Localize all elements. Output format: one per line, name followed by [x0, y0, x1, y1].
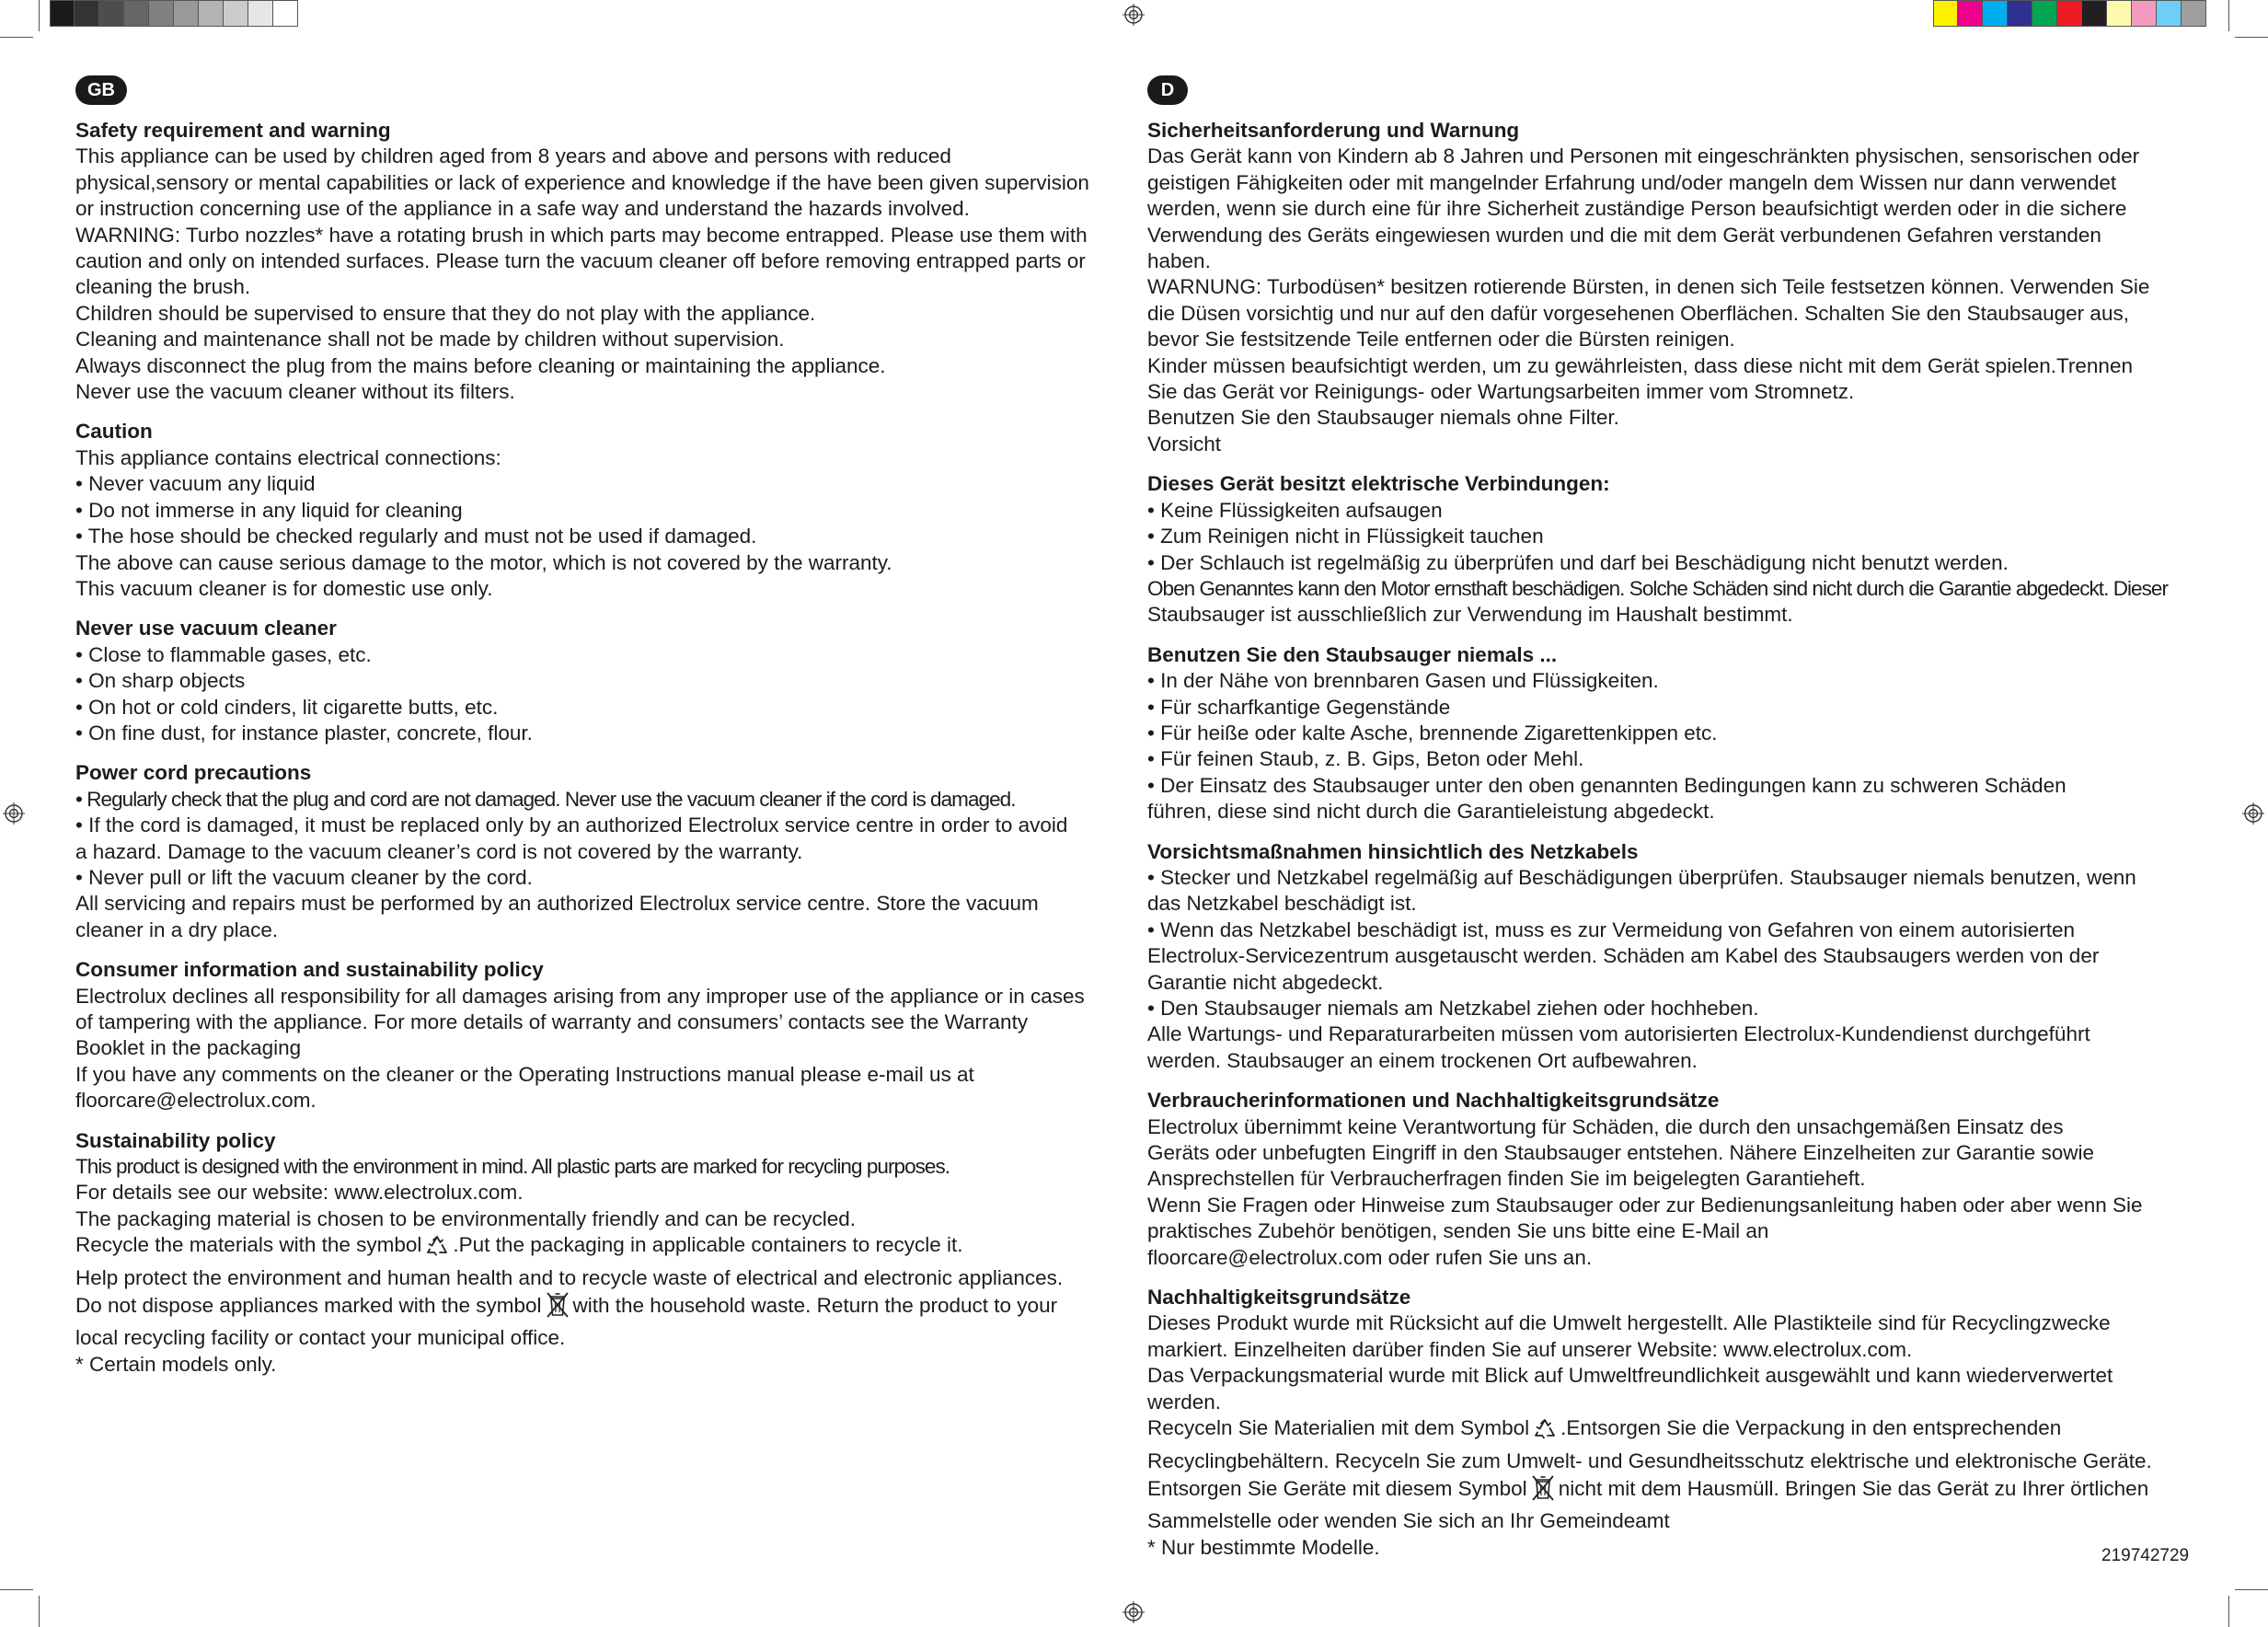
english-sections [75, 118, 1124, 1378]
text-line [1147, 1535, 2196, 1561]
line-text: caution and only on intended surfaces. Please turn the vacuum cleaner off before removing entrapped parts or [75, 249, 1086, 273]
line-text: nicht mit dem Hausmüll. Bringen Sie das Gerät zu Ihrer örtlichen [1558, 1476, 2149, 1500]
section-heading: Never use vacuum cleaner [75, 617, 337, 640]
line-text: Children should be supervised to ensure that they do not play with the appliance. [75, 301, 816, 325]
line-text: The packaging material is chosen to be environmentally friendly and can be recycled. [75, 1206, 856, 1230]
text-line [1147, 602, 2196, 628]
line-text: This product is designed with the environment in mind. All plastic parts are marked for recycling purposes. [75, 1155, 950, 1179]
line-text: Sie das Gerät vor Reinigungs- oder Wartungsarbeiten immer vom Stromnetz. [1147, 380, 1855, 404]
line-text: Recycle the materials with the symbol [75, 1233, 422, 1257]
section [75, 1128, 1124, 1379]
line-text: • Der Einsatz des Staubsauger unter den oben genannten Bedingungen kann zu schweren Schäden [1147, 773, 2067, 797]
crop-mark [0, 37, 33, 38]
gray-swatch [124, 0, 149, 27]
color-swatch [2008, 0, 2032, 27]
text-line [1147, 721, 2196, 746]
line-text: Kinder müssen beaufsichtigt werden, um zu gewährleisten, dass diese nicht mit dem Gerät spielen.Trennen [1147, 353, 2133, 377]
text-line [75, 813, 1124, 838]
crop-mark [2235, 37, 2268, 38]
section [1147, 118, 2196, 457]
text-line [75, 471, 1124, 497]
color-swatch [1958, 0, 1983, 27]
color-swatch [2107, 0, 2132, 27]
recycle-icon [1533, 1417, 1557, 1448]
line-text: werden, wenn sie durch eine für ihre Sicherheit zuständige Person beaufsichtigt werden oder in die sichere [1147, 197, 2127, 221]
section [75, 419, 1124, 602]
line-text: with the household waste. Return the product to your [572, 1294, 1058, 1318]
text-line [75, 1035, 1124, 1061]
german-sections [1147, 118, 2196, 1561]
text-line [75, 1291, 1124, 1325]
text-line [1147, 1114, 2196, 1140]
line-text: floorcare@electrolux.com oder rufen Sie uns an. [1147, 1245, 1593, 1269]
line-text: Alle Wartungs- und Reparaturarbeiten müssen vom autorisierten Electrolux-Kundendienst durchgeführt [1147, 1022, 2090, 1046]
text-line [1147, 248, 2196, 274]
line-text: or instruction concerning use of the appliance in a safe way and understand the hazards involved. [75, 197, 970, 221]
text-line [1147, 1363, 2196, 1389]
section [1147, 642, 2196, 825]
line-text: Recyceln Sie Materialien mit dem Symbol [1147, 1416, 1530, 1440]
text-line [75, 524, 1124, 549]
line-text: das Netzkabel beschädigt ist. [1147, 892, 1417, 916]
text-line [1147, 668, 2196, 694]
line-text: Electrolux übernimmt keine Verantwortung für Schäden, die durch den unsachgemäßen Einsatz des [1147, 1114, 2064, 1138]
line-text: • On sharp objects [75, 669, 246, 693]
line-text: die Düsen vorsichtig und nur auf den dafür vorgesehenen Oberflächen. Schalten Sie den Staubsauger aus, [1147, 301, 2129, 325]
line-text: Dieses Produkt wurde mit Rücksicht auf die Umwelt hergestellt. Alle Plastikteile sind für Recyclingzwecke [1147, 1311, 2111, 1335]
line-text: • In der Nähe von brennbaren Gasen und Flüssigkeiten. [1147, 669, 1659, 693]
line-text: This appliance can be used by children aged from 8 years and above and persons with reduced [75, 144, 951, 168]
line-text: • Den Staubsauger niemals am Netzkabel ziehen oder hochheben. [1147, 997, 1759, 1020]
text-line [1147, 498, 2196, 524]
line-text: a hazard. Damage to the vacuum cleaner’s cord is not covered by the warranty. [75, 839, 803, 863]
text-line [75, 1232, 1124, 1264]
line-text: Electrolux declines all responsibility for all damages arising from any improper use of the appliance or in cases [75, 984, 1085, 1008]
line-text: bevor Sie festsitzende Teile entfernen oder die Bürsten reinigen. [1147, 328, 1735, 352]
line-text: • Do not immerse in any liquid for cleaning [75, 498, 463, 522]
language-badge-d: D [1147, 75, 1188, 105]
line-text: Garantie nicht abgedeckt. [1147, 970, 1384, 994]
section-heading: Caution [75, 420, 153, 444]
line-text: • Zum Reinigen nicht in Flüssigkeit tauchen [1147, 525, 1544, 548]
text-line [75, 668, 1124, 694]
text-line [1147, 865, 2196, 891]
gray-swatch [50, 0, 75, 27]
line-text: • Close to flammable gases, etc. [75, 642, 372, 666]
color-swatch [2032, 0, 2057, 27]
text-line [1147, 1048, 2196, 1074]
section [75, 760, 1124, 943]
line-text: * Nur bestimmte Modelle. [1147, 1535, 1380, 1559]
line-text: Electrolux-Servicezentrum ausgetauscht werden. Schäden am Kabel des Staubsaugers werden von der [1147, 944, 2100, 968]
text-line [75, 327, 1124, 352]
text-line [1147, 1218, 2196, 1244]
gray-swatch [224, 0, 248, 27]
text-line [75, 1062, 1124, 1088]
line-text: Cleaning and maintenance shall not be made by children without supervision. [75, 328, 785, 352]
section [1147, 1088, 2196, 1271]
text-line [75, 301, 1124, 327]
line-text: Benutzen Sie den Staubsauger niemals ohne Filter. [1147, 406, 1619, 430]
registration-mark-icon [1122, 1601, 1145, 1623]
section-heading: Consumer information and sustainability policy [75, 958, 544, 982]
section [75, 957, 1124, 1114]
line-text: physical,sensory or mental capabilities or lack of experience and knowledge if the have been given supervision [75, 170, 1089, 194]
text-line [1147, 1021, 2196, 1047]
line-text: • Never pull or lift the vacuum cleaner by the cord. [75, 865, 533, 889]
color-swatch [2057, 0, 2082, 27]
language-badge-gb: GB [75, 75, 127, 105]
text-line [75, 1352, 1124, 1378]
text-line [1147, 301, 2196, 327]
text-line [1147, 1448, 2196, 1474]
text-line [75, 787, 1124, 813]
line-text: .Entsorgen Sie die Verpackung in den entsprechenden [1560, 1416, 2062, 1440]
line-text: Always disconnect the plug from the mains before cleaning or maintaining the appliance. [75, 353, 886, 377]
section [75, 118, 1124, 405]
section [75, 616, 1124, 746]
line-text: werden. [1147, 1390, 1222, 1414]
text-line [75, 1154, 1124, 1180]
text-line [75, 1325, 1124, 1351]
text-line [1147, 891, 2196, 917]
registration-mark-icon [3, 802, 25, 825]
line-text: markiert. Einzelheiten darüber finden Sie auf unserer Website: www.electrolux.com. [1147, 1337, 1913, 1361]
line-text: WARNUNG: Turbodüsen* besitzen rotierende Bürsten, in denen sich Teile festsetzen können. Verwenden Sie [1147, 275, 2150, 299]
line-text: • Der Schlauch ist regelmäßig zu überprüfen und darf bei Beschädigung nicht benutzt werden. [1147, 550, 2009, 574]
text-line [75, 1180, 1124, 1206]
german-column [1147, 75, 2196, 1575]
line-text: geistigen Fähigkeiten oder mit mangelnder Erfahrung und/oder mangeln dem Wissen nur dann verwendet [1147, 170, 2117, 194]
text-line [75, 274, 1124, 300]
line-text: cleaner in a dry place. [75, 917, 279, 941]
line-text: • Regularly check that the plug and cord are not damaged. Never use the vacuum cleaner if the cord is damaged. [75, 787, 1016, 811]
text-line [75, 144, 1124, 169]
text-line [1147, 1193, 2196, 1218]
registration-mark-icon [1122, 4, 1145, 26]
text-line [1147, 799, 2196, 825]
text-line [75, 379, 1124, 405]
text-line [1147, 1415, 2196, 1448]
gray-swatch [174, 0, 199, 27]
line-text: WARNING: Turbo nozzles* have a rotating brush in which parts may become entrapped. Please use them with [75, 223, 1088, 247]
text-line [1147, 405, 2196, 431]
text-line [75, 642, 1124, 668]
color-swatch [2157, 0, 2182, 27]
text-line [1147, 1245, 2196, 1271]
article-number: 219742729 [2101, 1546, 2190, 1565]
section-heading: Vorsichtsmaßnahmen hinsichtlich des Netzkabels [1147, 839, 1639, 863]
crop-mark [2228, 1596, 2229, 1627]
text-line [1147, 379, 2196, 405]
text-line [75, 1088, 1124, 1114]
section-heading: Dieses Gerät besitzt elektrische Verbindungen: [1147, 472, 1610, 496]
line-text: • The hose should be checked regularly and must not be used if damaged. [75, 525, 757, 548]
crop-mark [39, 1596, 40, 1627]
color-swatch [2182, 0, 2206, 27]
color-swatch [1983, 0, 2008, 27]
gray-swatch [199, 0, 224, 27]
text-line [1147, 695, 2196, 721]
text-line [75, 550, 1124, 576]
section-heading: Verbraucherinformationen und Nachhaltigkeitsgrundsätze [1147, 1089, 1720, 1113]
line-text: This appliance contains electrical connections: [75, 445, 501, 469]
line-text: Never use the vacuum cleaner without its filters. [75, 380, 515, 404]
section-heading: Safety requirement and warning [75, 119, 391, 142]
line-text: Wenn Sie Fragen oder Hinweise zum Staubsauger oder zur Bedienungsanleitung haben oder aber wenn Sie [1147, 1193, 2143, 1217]
line-text: of tampering with the appliance. For more details of warranty and consumers’ contacts see the Warranty [75, 1010, 1029, 1033]
line-text: • Never vacuum any liquid [75, 472, 316, 496]
text-line [75, 839, 1124, 865]
text-line [75, 353, 1124, 379]
text-line [1147, 996, 2196, 1021]
color-swatch [1933, 0, 1958, 27]
text-line [1147, 274, 2196, 300]
line-text: Sammelstelle oder wenden Sie sich an Ihr Gemeindeamt [1147, 1509, 1670, 1533]
gray-swatch [273, 0, 298, 27]
line-text: • On hot or cold cinders, lit cigarette butts, etc. [75, 695, 499, 719]
text-line [1147, 144, 2196, 169]
gray-swatch [75, 0, 99, 27]
line-text: • Für heiße oder kalte Asche, brennende Zigarettenkippen etc. [1147, 721, 1718, 744]
text-line [1147, 1140, 2196, 1166]
line-text: Booklet in the packaging [75, 1036, 302, 1060]
text-line [75, 984, 1124, 1010]
text-line [1147, 1310, 2196, 1336]
line-text: • Wenn das Netzkabel beschädigt ist, muss es zur Vermeidung von Gefahren von einem autorisierten [1147, 917, 2075, 941]
line-text: • Keine Flüssigkeiten aufsaugen [1147, 498, 1443, 522]
crossed-out-bin-icon [1531, 1474, 1555, 1508]
text-line [1147, 1474, 2196, 1508]
line-text: Staubsauger ist ausschließlich zur Verwendung im Haushalt bestimmt. [1147, 603, 1793, 627]
text-line [1147, 1508, 2196, 1534]
line-text: All servicing and repairs must be performed by an authorized Electrolux service centre. Store the vacuum [75, 892, 1039, 916]
line-text: floorcare@electrolux.com. [75, 1089, 317, 1113]
section-heading: Power cord precautions [75, 761, 312, 785]
section-heading: Nachhaltigkeitsgrundsätze [1147, 1286, 1411, 1310]
line-text: .Put the packaging in applicable containers to recycle it. [453, 1233, 963, 1257]
section-heading: Sustainability policy [75, 1128, 276, 1152]
text-line [75, 170, 1124, 196]
text-line [1147, 1166, 2196, 1192]
text-line [75, 721, 1124, 746]
section [1147, 471, 2196, 628]
line-text: cleaning the brush. [75, 275, 251, 299]
gray-swatch [248, 0, 273, 27]
line-text: local recycling facility or contact your municipal office. [75, 1326, 566, 1350]
color-swatch [2132, 0, 2157, 27]
section [1147, 1285, 2196, 1561]
line-text: This vacuum cleaner is for domestic use only. [75, 576, 493, 600]
line-text: Verwendung des Geräts eingewiesen wurden und die mit dem Gerät verbundenen Gefahren verstanden [1147, 223, 2101, 247]
line-text: The above can cause serious damage to the motor, which is not covered by the warranty. [75, 550, 892, 574]
text-line [1147, 773, 2196, 799]
text-line [1147, 432, 2196, 457]
crop-mark [2228, 0, 2229, 31]
line-text: Das Verpackungsmaterial wurde mit Blick auf Umweltfreundlichkeit ausgewählt und kann wiederverwertet [1147, 1364, 2113, 1388]
text-line [1147, 327, 2196, 352]
grayscale-calibration-strip [50, 0, 298, 29]
text-line [75, 248, 1124, 274]
section-heading: Sicherheitsanforderung und Warnung [1147, 119, 1520, 142]
text-line [75, 498, 1124, 524]
text-line [1147, 196, 2196, 222]
line-text: If you have any comments on the cleaner or the Operating Instructions manual please e-mail us at [75, 1062, 974, 1086]
text-line [1147, 1337, 2196, 1363]
section-heading: Benutzen Sie den Staubsauger niemals ... [1147, 642, 1558, 666]
text-line [75, 1206, 1124, 1232]
text-line [1147, 170, 2196, 196]
line-text: werden. Staubsauger an einem trockenen Ort aufbewahren. [1147, 1048, 1698, 1072]
line-text: Help protect the environment and human health and to recycle waste of electrical and electronic appliances. [75, 1265, 1064, 1289]
text-line [75, 865, 1124, 891]
text-line [75, 695, 1124, 721]
section [1147, 839, 2196, 1075]
line-text: • Für feinen Staub, z. B. Gips, Beton oder Mehl. [1147, 747, 1584, 771]
text-line [75, 1265, 1124, 1291]
line-text: For details see our website: www.electrolux.com. [75, 1181, 524, 1205]
registration-mark-icon [2242, 802, 2264, 825]
text-line [75, 223, 1124, 248]
line-text: • On fine dust, for instance plaster, concrete, flour. [75, 721, 533, 744]
line-text: Do not dispose appliances marked with the symbol [75, 1294, 542, 1318]
text-line [75, 196, 1124, 222]
text-line [1147, 1390, 2196, 1415]
text-line [1147, 524, 2196, 549]
text-line [75, 917, 1124, 943]
line-text: * Certain models only. [75, 1352, 277, 1376]
line-text: Das Gerät kann von Kindern ab 8 Jahren und Personen mit eingeschränkten physischen, sensorischen oder [1147, 144, 2140, 168]
line-text: Recyclingbehältern. Recyceln Sie zum Umwelt- und Gesundheitsschutz elektrische und elektronische Geräte. [1147, 1448, 2152, 1472]
text-line [1147, 943, 2196, 969]
text-line [1147, 550, 2196, 576]
color-calibration-strip [1933, 0, 2206, 29]
line-text: • Für scharfkantige Gegenstände [1147, 695, 1451, 719]
text-line [75, 891, 1124, 917]
line-text: • If the cord is damaged, it must be replaced only by an authorized Electrolux service centre in order to avoid [75, 814, 1068, 837]
text-line [1147, 353, 2196, 379]
text-line [1147, 746, 2196, 772]
line-text: Entsorgen Sie Geräte mit diesem Symbol [1147, 1476, 1527, 1500]
line-text: • Stecker und Netzkabel regelmäßig auf Beschädigungen überprüfen. Staubsauger niemals benutzen, wenn [1147, 865, 2136, 889]
line-text: führen, diese sind nicht durch die Garantieleistung abgedeckt. [1147, 800, 1715, 824]
text-line [1147, 917, 2196, 943]
line-text: Ansprechstellen für Verbraucherfragen finden Sie im beigelegten Garantieheft. [1147, 1167, 1866, 1191]
text-line [1147, 576, 2196, 602]
line-text: praktisches Zubehör benötigen, senden Sie uns bitte eine E-Mail an [1147, 1219, 1769, 1243]
line-text: Vorsicht [1147, 432, 1222, 456]
text-line [75, 445, 1124, 471]
crop-mark [0, 1589, 33, 1590]
text-line [75, 576, 1124, 602]
line-text: haben. [1147, 249, 1211, 273]
gray-swatch [149, 0, 174, 27]
color-swatch [2082, 0, 2107, 27]
line-text: Oben Genanntes kann den Motor ernsthaft beschädigen. Solche Schäden sind nicht durch die Garantie abgedeckt. Dieser [1147, 576, 2169, 600]
text-line [1147, 970, 2196, 996]
line-text: Geräts oder unbefugten Eingriff in den Staubsauger entstehen. Nähere Einzelheiten zur Garantie sowie [1147, 1141, 2094, 1165]
text-line [75, 1010, 1124, 1035]
text-line [1147, 223, 2196, 248]
crop-mark [39, 0, 40, 31]
gray-swatch [99, 0, 124, 27]
recycle-icon [425, 1234, 449, 1264]
english-column [75, 75, 1124, 1391]
crossed-out-bin-icon [546, 1291, 570, 1325]
crop-mark [2235, 1589, 2268, 1590]
